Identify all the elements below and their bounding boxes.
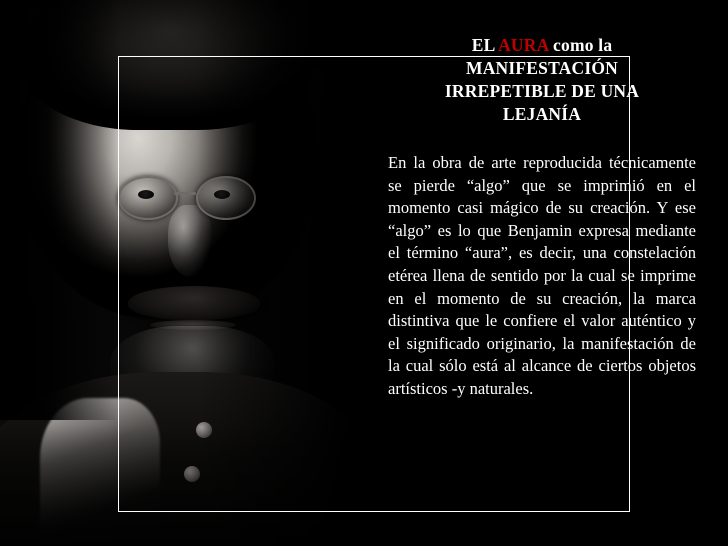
- title-line1-before: EL: [471, 35, 499, 55]
- portrait-photo: [0, 0, 360, 546]
- text-column: [388, 34, 696, 401]
- slide-body-text: En la obra de arte reproducida técnicamente se pierde “algo” que se imprimió en el momento casi mágico de su creación. Y ese “algo” es lo que Benjamin expresa mediante el término “aura”, es decir, una constelación etérea llena de sentido por la cual se imprime en el momento de su creación, la marca distintiva que le confiere el valor auténtico y el significado originario, la manifestación de la cual sólo está al alcance de ciertos objetos artísticos -y naturales.: [388, 153, 696, 398]
- photo-vignette: [0, 0, 360, 546]
- title-line4: LEJANÍA: [502, 104, 582, 124]
- slide-title: [388, 34, 696, 126]
- title-line1-after: como la: [548, 35, 613, 55]
- title-line2: MANIFESTACIÓN: [465, 58, 618, 78]
- title-highlight-aura: AURA: [498, 35, 549, 55]
- title-line3: IRREPETIBLE DE UNA: [444, 81, 640, 101]
